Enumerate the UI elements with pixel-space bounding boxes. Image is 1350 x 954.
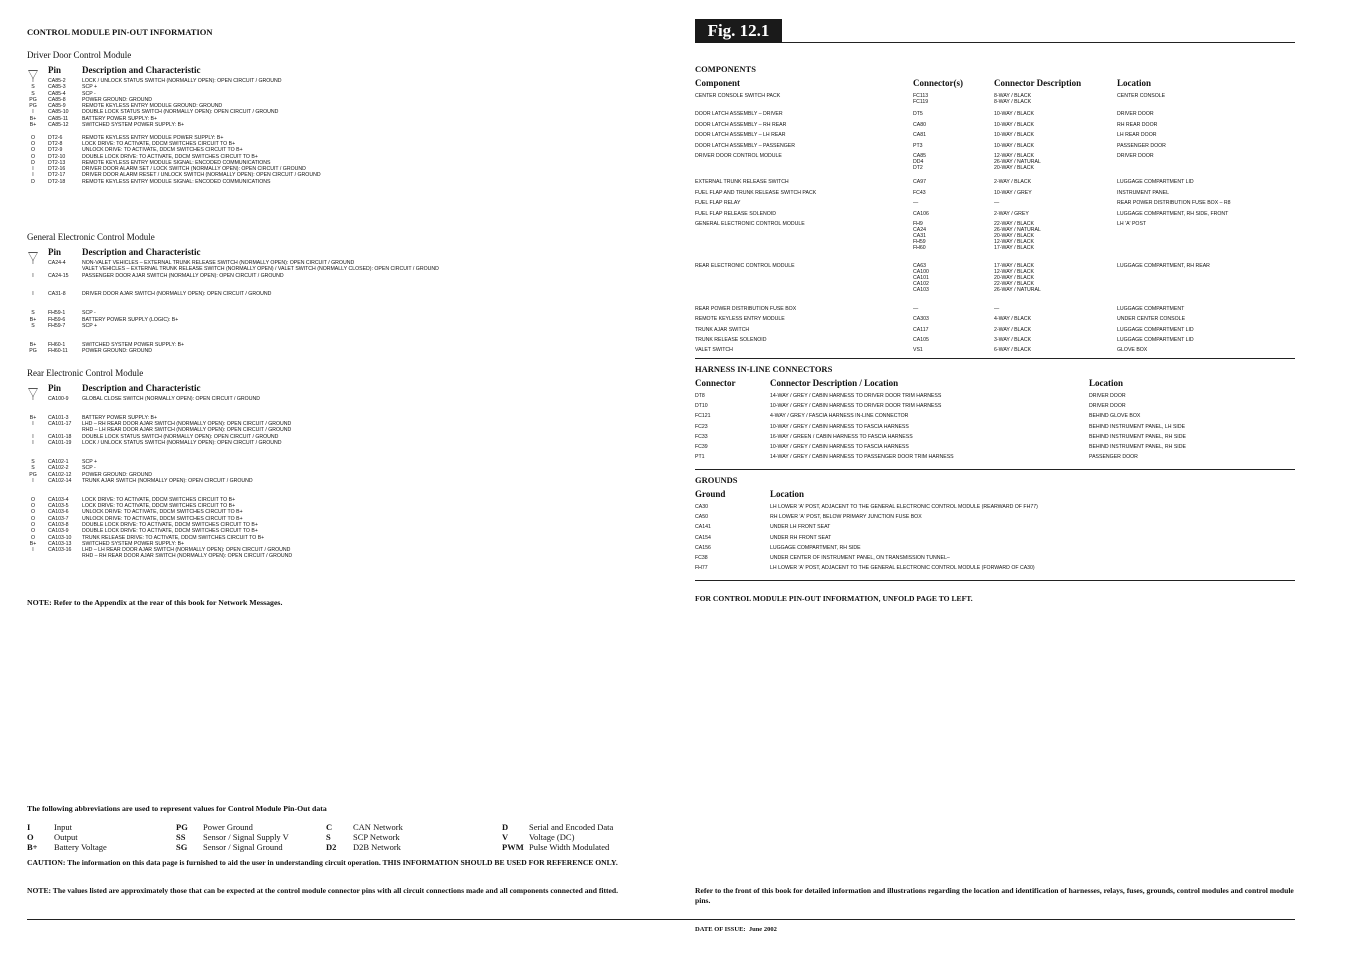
pin-rows <box>27 260 657 354</box>
refer-note: Refer to the front of this book for detailed information and illustrations regarding the location and identification of harnesses, relays, fuses, grounds, control modules and control module pins. <box>695 886 1294 905</box>
ground-cell: LH LOWER 'A' POST, ADJACENT TO THE GENERAL ELECTRONIC CONTROL MODULE (FORWARD OF CA30) <box>770 565 1035 572</box>
component-cell: PASSENGER DOOR <box>1117 142 1166 149</box>
pin-description: VALET VEHICLES – EXTERNAL TRUNK RELEASE SWITCH (NORMALLY OPEN) / VALET SWITCH (NORMALLY CLOSED): OPEN CIRCUIT / GROUND <box>82 266 439 273</box>
pin-id: FH60-1 <box>48 341 66 348</box>
pin-description: SWITCHED SYSTEM POWER SUPPLY: B+ <box>82 540 185 547</box>
harness-cell: BEHIND INSTRUMENT PANEL, RH SIDE <box>1089 433 1186 440</box>
component-cell: CA117 <box>913 326 929 333</box>
pin-description: UNLOCK DRIVE: TO ACTIVATE, DDCM SWITCHES CIRCUIT TO B+ <box>82 147 243 154</box>
abbr-meaning: D2B Network <box>353 842 401 852</box>
pin-id: CA85-2 <box>48 78 66 84</box>
components-header: Location <box>1117 78 1152 88</box>
pin-type: S <box>31 84 35 91</box>
pin-type: B+ <box>29 316 37 323</box>
component-cell: 2-WAY / BLACK <box>994 326 1032 333</box>
pin-type: S <box>31 322 35 329</box>
footer-rule <box>27 919 1295 920</box>
pin-id: CA102-1 <box>48 458 69 465</box>
harness-cell: PASSENGER DOOR <box>1089 454 1138 461</box>
abbr-code: I <box>27 822 31 832</box>
pin-description: GLOBAL CLOSE SWITCH (NORMALLY OPEN): OPEN CIRCUIT / GROUND <box>82 396 260 402</box>
pin-type: O <box>30 509 36 516</box>
abbr-meaning: Pulse Width Modulated <box>529 842 610 852</box>
pin-type: PG <box>29 96 37 103</box>
pin-description: REMOTE KEYLESS ENTRY MODULE SIGNAL: ENCODED COMMUNICATIONS <box>82 178 271 185</box>
abbr-code: PG <box>176 822 188 832</box>
ground-cell: FC38 <box>695 555 708 561</box>
pin-type: PG <box>29 348 37 355</box>
pin-type: I <box>32 260 34 266</box>
pin-type: B+ <box>29 540 37 547</box>
component-cell: EXTERNAL TRUNK RELEASE SWITCH <box>695 179 789 186</box>
pin-type: I <box>32 272 34 279</box>
component-cell: 17-WAY / BLACK 12-WAY / BLACK 20-WAY / BLACK 22-WAY / BLACK 26-WAY / NATURAL <box>994 263 1041 294</box>
pin-id: CA24-4 <box>48 260 66 266</box>
harness-cell: BEHIND INSTRUMENT PANEL, RH SIDE <box>1089 444 1186 450</box>
component-cell: TRUNK RELEASE SOLENOID <box>695 337 767 343</box>
component-cell: DRIVER DOOR CONTROL MODULE <box>695 153 782 159</box>
components-header: Component <box>695 78 741 88</box>
pin-id: CA103-13 <box>48 540 72 547</box>
component-cell: 10-WAY / BLACK <box>994 142 1034 149</box>
component-cell: VALET SWITCH <box>695 347 733 354</box>
harness-cell: 14-WAY / GREY / CABIN HARNESS TO PASSENGER DOOR TRIM HARNESS <box>770 454 954 461</box>
pin-type: I <box>32 78 34 84</box>
component-cell: FH9 CA24 CA31 FH59 FH60 <box>913 221 926 251</box>
harness-header: Location <box>1089 378 1124 388</box>
pin-id: CA103-6 <box>48 509 69 516</box>
ground-cell: CA30 <box>695 504 708 510</box>
pin-description: DRIVER DOOR AJAR SWITCH (NORMALLY OPEN): OPEN CIRCUIT / GROUND <box>82 291 272 298</box>
pin-type: O <box>30 521 36 528</box>
component-cell: CA106 <box>913 210 929 217</box>
network-note: NOTE: Refer to the Appendix at the rear of this book for Network Messages. <box>27 598 283 607</box>
pin-type: O <box>30 515 36 522</box>
pin-description: BATTERY POWER SUPPLY (LOGIC): B+ <box>82 316 179 323</box>
abbr-meaning: Voltage (DC) <box>529 832 575 842</box>
pin-description: DRIVER DOOR ALARM SET / LOCK SWITCH (NORMALLY OPEN): OPEN CIRCUIT / GROUND <box>82 166 306 173</box>
component-cell: 3-WAY / BLACK <box>994 337 1032 343</box>
issue-date <box>695 926 777 933</box>
harness-cell: FC121 <box>695 413 711 420</box>
pin-id: CA102-2 <box>48 465 69 472</box>
pin-id: FH59-1 <box>48 310 66 317</box>
component-cell: VS1 <box>913 347 923 354</box>
pin-type: O <box>30 153 36 160</box>
section-title: General Electronic Control Module <box>27 232 155 242</box>
pin-id: CA85-10 <box>48 109 69 116</box>
pin-description: DOUBLE LOCK DRIVE: TO ACTIVATE, DDCM SWITCHES CIRCUIT TO B+ <box>82 528 258 535</box>
component-cell: REAR POWER DISTRIBUTION FUSE BOX <box>695 305 797 312</box>
component-cell: PT3 <box>913 142 923 149</box>
pin-description: SCP + <box>82 322 98 329</box>
pin-rows <box>27 78 657 185</box>
pin-id: CA101-17 <box>48 421 72 428</box>
components-rule <box>695 358 1295 359</box>
pin-type: S <box>31 310 35 317</box>
issue-value: June 2002 <box>748 926 777 933</box>
harness-cell: BEHIND INSTRUMENT PANEL, LH SIDE <box>1089 423 1186 430</box>
component-cell: LUGGAGE COMPARTMENT LID <box>1117 326 1194 333</box>
pin-description: LHD – RH REAR DOOR AJAR SWITCH (NORMALLY OPEN): OPEN CIRCUIT / GROUND <box>82 421 292 428</box>
component-cell: 10-WAY / BLACK <box>994 121 1034 128</box>
components-title: COMPONENTS <box>695 64 756 74</box>
pin-description: LOCK DRIVE: TO ACTIVATE, DDCM SWITCHES CIRCUIT TO B+ <box>82 503 236 510</box>
pin-id: DT2-13 <box>48 159 66 166</box>
component-cell: 10-WAY / GREY <box>994 189 1032 196</box>
abbr-code: SG <box>176 842 188 852</box>
abbr-meaning: Sensor / Signal Ground <box>203 842 283 852</box>
pin-id: CA85-4 <box>48 90 66 97</box>
harness-cell: 14-WAY / GREY / CABIN HARNESS TO DRIVER DOOR TRIM HARNESS <box>770 393 942 399</box>
pin-description: SCP + <box>82 458 98 465</box>
component-cell: REMOTE KEYLESS ENTRY MODULE <box>695 316 785 323</box>
pin-id: CA103-9 <box>48 528 69 535</box>
component-cell: DOOR LATCH ASSEMBLY – DRIVER <box>695 111 783 118</box>
pin-row <box>27 348 657 354</box>
pin-id: CA103-16 <box>48 547 72 554</box>
pin-type: B+ <box>29 414 37 421</box>
pin-id: CA85-12 <box>48 122 69 129</box>
component-cell: LH 'A' POST <box>1117 221 1147 227</box>
ground-cell: FH77 <box>695 565 708 572</box>
pin-id: DT2-10 <box>48 153 66 160</box>
pin-description: TRUNK AJAR SWITCH (NORMALLY OPEN): OPEN CIRCUIT / GROUND <box>82 477 253 484</box>
component-cell: LUGGAGE COMPARTMENT LID <box>1117 179 1194 186</box>
grounds-header: Location <box>770 489 805 499</box>
ground-cell: CA141 <box>695 524 711 531</box>
component-cell: 4-WAY / BLACK <box>994 316 1032 323</box>
component-cell: INSTRUMENT PANEL <box>1117 189 1169 196</box>
pin-description: RHD – RH REAR DOOR AJAR SWITCH (NORMALLY OPEN): OPEN CIRCUIT / GROUND <box>82 553 293 560</box>
pin-type: B+ <box>29 115 37 122</box>
harness-cell: BEHIND GLOVE BOX <box>1089 413 1141 420</box>
component-cell: CA80 <box>913 121 926 128</box>
harness-cell: DRIVER DOOR <box>1089 403 1126 410</box>
ground-cell: CA154 <box>695 534 711 541</box>
pin-description: SCP - <box>82 310 96 317</box>
abbr-meaning: Sensor / Signal Supply V <box>203 832 289 842</box>
grounds-title: GROUNDS <box>695 475 738 485</box>
pin-type: PG <box>29 103 37 110</box>
abbr-code: D <box>502 822 509 832</box>
pin-description: SWITCHED SYSTEM POWER SUPPLY: B+ <box>82 341 185 348</box>
pin-type: O <box>30 496 36 503</box>
pin-description: NON-VALET VEHICLES – EXTERNAL TRUNK RELEASE SWITCH (NORMALLY OPEN): OPEN CIRCUIT / GROUND <box>82 260 355 266</box>
component-cell: 6-WAY / BLACK <box>994 347 1032 354</box>
pin-type: S <box>31 90 35 97</box>
component-cell: DOOR LATCH ASSEMBLY – PASSENGER <box>695 142 795 149</box>
component-cell: — <box>994 305 1000 312</box>
abbr-meaning: Battery Voltage <box>54 842 107 852</box>
pin-id: DT2-8 <box>48 140 63 147</box>
harness-cell: FC33 <box>695 433 708 440</box>
component-cell: FUEL FLAP AND TRUNK RELEASE SWITCH PACK <box>695 189 817 196</box>
abbr-code: C <box>326 822 333 832</box>
component-cell: — <box>913 200 919 207</box>
component-cell: CA97 <box>913 179 926 186</box>
harness-cell: 16-WAY / GREEN / CABIN HARNESS TO FASCIA HARNESS <box>770 433 913 440</box>
abbr-code: B+ <box>27 842 38 852</box>
pin-description: SCP - <box>82 90 96 97</box>
pin-type: I <box>32 440 34 447</box>
column-pin-header: Pin <box>48 247 62 257</box>
component-cell: LUGGAGE COMPARTMENT LID <box>1117 337 1194 343</box>
component-cell: DRIVER DOOR <box>1117 153 1154 159</box>
figure-label: Fig. 12.1 <box>695 19 782 43</box>
component-cell: RH REAR DOOR <box>1117 121 1158 128</box>
harness-cell: DT10 <box>695 403 708 410</box>
ground-cell: UNDER CENTER OF INSTRUMENT PANEL, ON TRANSMISSION TUNNEL– <box>770 555 950 561</box>
harness-cell: DT8 <box>695 393 705 399</box>
harness-cell: FC39 <box>695 444 708 450</box>
caution-note: CAUTION: The information on this data page is furnished to aid the user in understanding circuit operation. THIS INFORMATION SHOULD BE USED FOR REFERENCE ONLY. <box>27 858 618 867</box>
pin-type: I <box>32 291 34 298</box>
component-cell: 22-WAY / BLACK 26-WAY / NATURAL 20-WAY / BLACK 12-WAY / BLACK 17-WAY / BLACK <box>994 221 1041 251</box>
pin-type: I <box>32 109 34 116</box>
pin-description: POWER GROUND: GROUND <box>82 471 153 478</box>
abbr-code: O <box>27 832 34 842</box>
component-cell: 12-WAY / BLACK 26-WAY / NATURAL 20-WAY / BLACK <box>994 153 1041 171</box>
pin-id: DT2-6 <box>48 134 63 141</box>
ground-cell: UNDER RH FRONT SEAT <box>770 534 832 541</box>
component-cell: GLOVE BOX <box>1117 347 1148 354</box>
unfold-note: FOR CONTROL MODULE PIN-OUT INFORMATION, UNFOLD PAGE TO LEFT. <box>695 594 973 603</box>
component-cell: CENTER CONSOLE SWITCH PACK <box>695 93 781 99</box>
component-cell: FC113 FC119 <box>913 93 929 105</box>
component-cell: REAR ELECTRONIC CONTROL MODULE <box>695 263 795 270</box>
pin-id: CA103-8 <box>48 521 69 528</box>
pin-row <box>27 553 657 559</box>
abbr-meaning: Output <box>54 832 78 842</box>
pin-id: CA103-10 <box>48 534 72 541</box>
ground-cell: RH LOWER 'A' POST, BELOW PRIMARY JUNCTION FUSE BOX <box>770 514 922 521</box>
column-desc-header: Description and Characteristic <box>82 247 201 257</box>
pin-description: LOCK DRIVE: TO ACTIVATE, DDCM SWITCHES CIRCUIT TO B+ <box>82 140 236 147</box>
component-cell: DRIVER DOOR <box>1117 111 1154 118</box>
component-cell: — <box>994 200 1000 207</box>
ground-cell: LUGGAGE COMPARTMENT, RH SIDE <box>770 544 861 551</box>
pin-type: S <box>31 458 35 465</box>
component-cell: 2-WAY / GREY <box>994 210 1029 217</box>
pin-id: DT2-18 <box>48 178 66 185</box>
component-cell: FUEL FLAP RELEASE SOLENOID <box>695 210 777 217</box>
component-cell: CA81 <box>913 132 926 139</box>
harness-cell: 10-WAY / GREY / CABIN HARNESS TO DRIVER DOOR TRIM HARNESS <box>770 403 942 410</box>
pin-id: CA31-8 <box>48 291 66 298</box>
pin-type: I <box>32 421 34 428</box>
pin-id: CA102-12 <box>48 471 72 478</box>
pin-description: LHD – LH REAR DOOR AJAR SWITCH (NORMALLY OPEN): OPEN CIRCUIT / GROUND <box>82 547 291 554</box>
pin-type: O <box>30 503 36 510</box>
issue-label: DATE OF ISSUE: <box>695 926 746 933</box>
harness-rule <box>695 469 1295 470</box>
grounds-rule <box>695 580 1295 581</box>
pin-type: S <box>31 465 35 472</box>
component-cell: CA105 <box>913 337 929 343</box>
abbr-meaning: Input <box>54 822 72 832</box>
pin-id: CA85-11 <box>48 115 69 122</box>
pin-description: RHD – LH REAR DOOR AJAR SWITCH (NORMALLY OPEN): OPEN CIRCUIT / GROUND <box>82 427 292 434</box>
pin-description: SWITCHED SYSTEM POWER SUPPLY: B+ <box>82 122 185 129</box>
pin-id: DT2-9 <box>48 147 63 154</box>
component-cell: DOOR LATCH ASSEMBLY – LH REAR <box>695 132 786 139</box>
column-pin-header: Pin <box>48 383 62 393</box>
pin-description: REMOTE KEYLESS ENTRY MODULE SIGNAL: ENCODED COMMUNICATIONS <box>82 159 271 166</box>
component-cell: CA85 DD4 DT2 <box>913 153 926 171</box>
section-title: Rear Electronic Control Module <box>27 368 144 378</box>
pin-description: DOUBLE LOCK STATUS SWITCH (NORMALLY OPEN): OPEN CIRCUIT / GROUND <box>82 109 279 116</box>
component-cell: — <box>913 305 919 312</box>
component-cell: GENERAL ELECTRONIC CONTROL MODULE <box>695 221 805 227</box>
pin-id: FH60-11 <box>48 348 68 355</box>
pin-type: O <box>30 147 36 154</box>
pin-description: UNLOCK DRIVE: TO ACTIVATE, DDCM SWITCHES CIRCUIT TO B+ <box>82 515 243 522</box>
pin-type: I <box>32 477 34 484</box>
component-cell: FC43 <box>913 189 926 196</box>
pin-description: REMOTE KEYLESS ENTRY MODULE GROUND: GROUND <box>82 103 223 110</box>
header-rule <box>782 42 1295 43</box>
pin-description: DRIVER DOOR ALARM RESET / UNLOCK SWITCH (NORMALLY OPEN): OPEN CIRCUIT / GROUND <box>82 172 321 179</box>
component-cell: DOOR LATCH ASSEMBLY – RH REAR <box>695 121 787 128</box>
component-cell: LUGGAGE COMPARTMENT <box>1117 305 1185 312</box>
component-cell: CA303 <box>913 316 929 323</box>
harness-cell: 10-WAY / GREY / CABIN HARNESS TO FASCIA HARNESS <box>770 444 909 450</box>
components-header: Connector Description <box>994 78 1082 88</box>
pin-description: PASSENGER DOOR AJAR SWITCH (NORMALLY OPEN): OPEN CIRCUIT / GROUND <box>82 272 284 279</box>
components-header: Connector(s) <box>913 78 963 88</box>
component-cell: CA63 CA100 CA101 CA102 CA103 <box>913 263 929 294</box>
column-desc-header: Description and Characteristic <box>82 65 201 75</box>
component-cell: LUGGAGE COMPARTMENT, RH SIDE, FRONT <box>1117 210 1229 217</box>
abbr-code: PWM <box>502 842 524 852</box>
abbr-code: S <box>326 832 331 842</box>
pin-id: CA24-15 <box>48 272 69 279</box>
pin-description: POWER GROUND: GROUND <box>82 96 153 103</box>
pin-id: CA103-4 <box>48 496 69 503</box>
pin-id: CA85-8 <box>48 96 66 103</box>
pin-type: O <box>30 528 36 535</box>
pin-id: CA101-18 <box>48 433 72 440</box>
pin-description: DOUBLE LOCK DRIVE: TO ACTIVATE, DDCM SWITCHES CIRCUIT TO B+ <box>82 521 258 528</box>
pin-description: BATTERY POWER SUPPLY: B+ <box>82 115 158 122</box>
ground-cell: CA156 <box>695 544 711 551</box>
component-cell: UNDER CENTER CONSOLE <box>1117 316 1186 323</box>
component-cell: 2-WAY / BLACK <box>994 179 1032 186</box>
abbr-intro: The following abbreviations are used to represent values for Control Module Pin-Out data <box>27 804 327 813</box>
pin-type: I <box>32 166 34 173</box>
pin-row <box>27 179 657 185</box>
component-cell: LH REAR DOOR <box>1117 132 1157 139</box>
harness-cell: 10-WAY / GREY / CABIN HARNESS TO FASCIA HARNESS <box>770 423 909 430</box>
values-note: NOTE: The values listed are approximately those that can be expected at the control module connector pins with all circuit connections made and all components connected and fitted. <box>27 886 619 895</box>
column-desc-header: Description and Characteristic <box>82 383 201 393</box>
pin-id: CA101-3 <box>48 414 69 421</box>
component-cell: TRUNK AJAR SWITCH <box>695 326 750 333</box>
pin-rows <box>27 396 657 560</box>
pin-id: CA102-14 <box>48 477 72 484</box>
component-cell: 10-WAY / BLACK <box>994 111 1034 118</box>
component-cell: 10-WAY / BLACK <box>994 132 1034 139</box>
pin-type: B+ <box>29 122 37 129</box>
component-cell: CENTER CONSOLE <box>1117 93 1166 99</box>
pin-type: D <box>31 159 35 166</box>
pin-type: I <box>32 433 34 440</box>
pin-description: SCP + <box>82 84 98 91</box>
pin-type: O <box>30 140 36 147</box>
column-pin-header: Pin <box>48 65 62 75</box>
pin-type: O <box>30 534 36 541</box>
abbr-code: SS <box>176 832 186 842</box>
pin-description: DOUBLE LOCK DRIVE: TO ACTIVATE, DDCM SWITCHES CIRCUIT TO B+ <box>82 153 258 160</box>
pin-id: CA100-9 <box>48 396 69 402</box>
pin-type: I <box>32 172 34 179</box>
harness-cell: FC23 <box>695 423 708 430</box>
pin-type: O <box>30 134 36 141</box>
pin-type: I <box>32 547 34 554</box>
harness-cell: DRIVER DOOR <box>1089 393 1126 399</box>
ground-cell: UNDER LH FRONT SEAT <box>770 524 831 531</box>
pin-description: LOCK / UNLOCK STATUS SWITCH (NORMALLY OPEN): OPEN CIRCUIT / GROUND <box>82 440 282 447</box>
pin-id: DT2-16 <box>48 166 66 173</box>
abbr-meaning: SCP Network <box>353 832 400 842</box>
component-cell: FUEL FLAP RELAY <box>695 200 741 207</box>
abbr-meaning: Serial and Encoded Data <box>529 822 614 832</box>
pin-description: POWER GROUND: GROUND <box>82 348 153 355</box>
pin-type: PG <box>29 471 37 478</box>
pin-description: DOUBLE LOCK STATUS SWITCH (NORMALLY OPEN): OPEN CIRCUIT / GROUND <box>82 433 279 440</box>
component-cell: 8-WAY / BLACK 8-WAY / BLACK <box>994 93 1032 105</box>
abbr-meaning: CAN Network <box>353 822 403 832</box>
component-cell: LUGGAGE COMPARTMENT, RH REAR <box>1117 263 1210 270</box>
pin-description: SCP - <box>82 465 96 472</box>
pin-id: CA101-19 <box>48 440 72 447</box>
pin-description: BATTERY POWER SUPPLY: B+ <box>82 414 158 421</box>
pin-description: TRUNK RELEASE DRIVE: TO ACTIVATE, DDCM SWITCHES CIRCUIT TO B+ <box>82 534 265 541</box>
harness-title: HARNESS IN-LINE CONNECTORS <box>695 364 833 374</box>
pin-id: CA85-3 <box>48 84 66 91</box>
pin-type: B+ <box>29 341 37 348</box>
pin-id: CA85-9 <box>48 103 66 110</box>
pin-type: I <box>32 396 34 402</box>
pin-description: LOCK / UNLOCK STATUS SWITCH (NORMALLY OPEN): OPEN CIRCUIT / GROUND <box>82 78 282 84</box>
component-cell: REAR POWER DISTRIBUTION FUSE BOX – R8 <box>1117 200 1231 207</box>
harness-cell: PT1 <box>695 454 705 461</box>
abbr-code: D2 <box>326 842 337 852</box>
pin-description: LOCK DRIVE: TO ACTIVATE, DDCM SWITCHES CIRCUIT TO B+ <box>82 496 236 503</box>
pin-id: FH59-6 <box>48 316 66 323</box>
grounds-header: Ground <box>695 489 726 499</box>
pin-description: REMOTE KEYLESS ENTRY MODULE POWER SUPPLY: B+ <box>82 134 224 141</box>
page-title: CONTROL MODULE PIN-OUT INFORMATION <box>27 27 213 37</box>
pin-id: DT2-17 <box>48 172 66 179</box>
pin-id: FH59-7 <box>48 322 66 329</box>
ground-cell: LH LOWER 'A' POST, ADJACENT TO THE GENERAL ELECTRONIC CONTROL MODULE (REARWARD OF FH77) <box>770 504 1038 510</box>
pin-description: UNLOCK DRIVE: TO ACTIVATE, DDCM SWITCHES CIRCUIT TO B+ <box>82 509 243 516</box>
component-cell: DT5 <box>913 111 923 118</box>
pin-id: CA103-5 <box>48 503 69 510</box>
abbr-meaning: Power Ground <box>203 822 253 832</box>
harness-cell: 4-WAY / GREY / FASCIA HARNESS IN-LINE CONNECTOR <box>770 413 909 420</box>
section-title: Driver Door Control Module <box>27 50 132 60</box>
pin-type: D <box>31 178 35 185</box>
pin-id: CA103-7 <box>48 515 69 522</box>
harness-header: Connector <box>695 378 736 388</box>
harness-header: Connector Description / Location <box>770 378 899 388</box>
abbr-code: V <box>502 832 509 842</box>
ground-cell: CA50 <box>695 514 708 521</box>
